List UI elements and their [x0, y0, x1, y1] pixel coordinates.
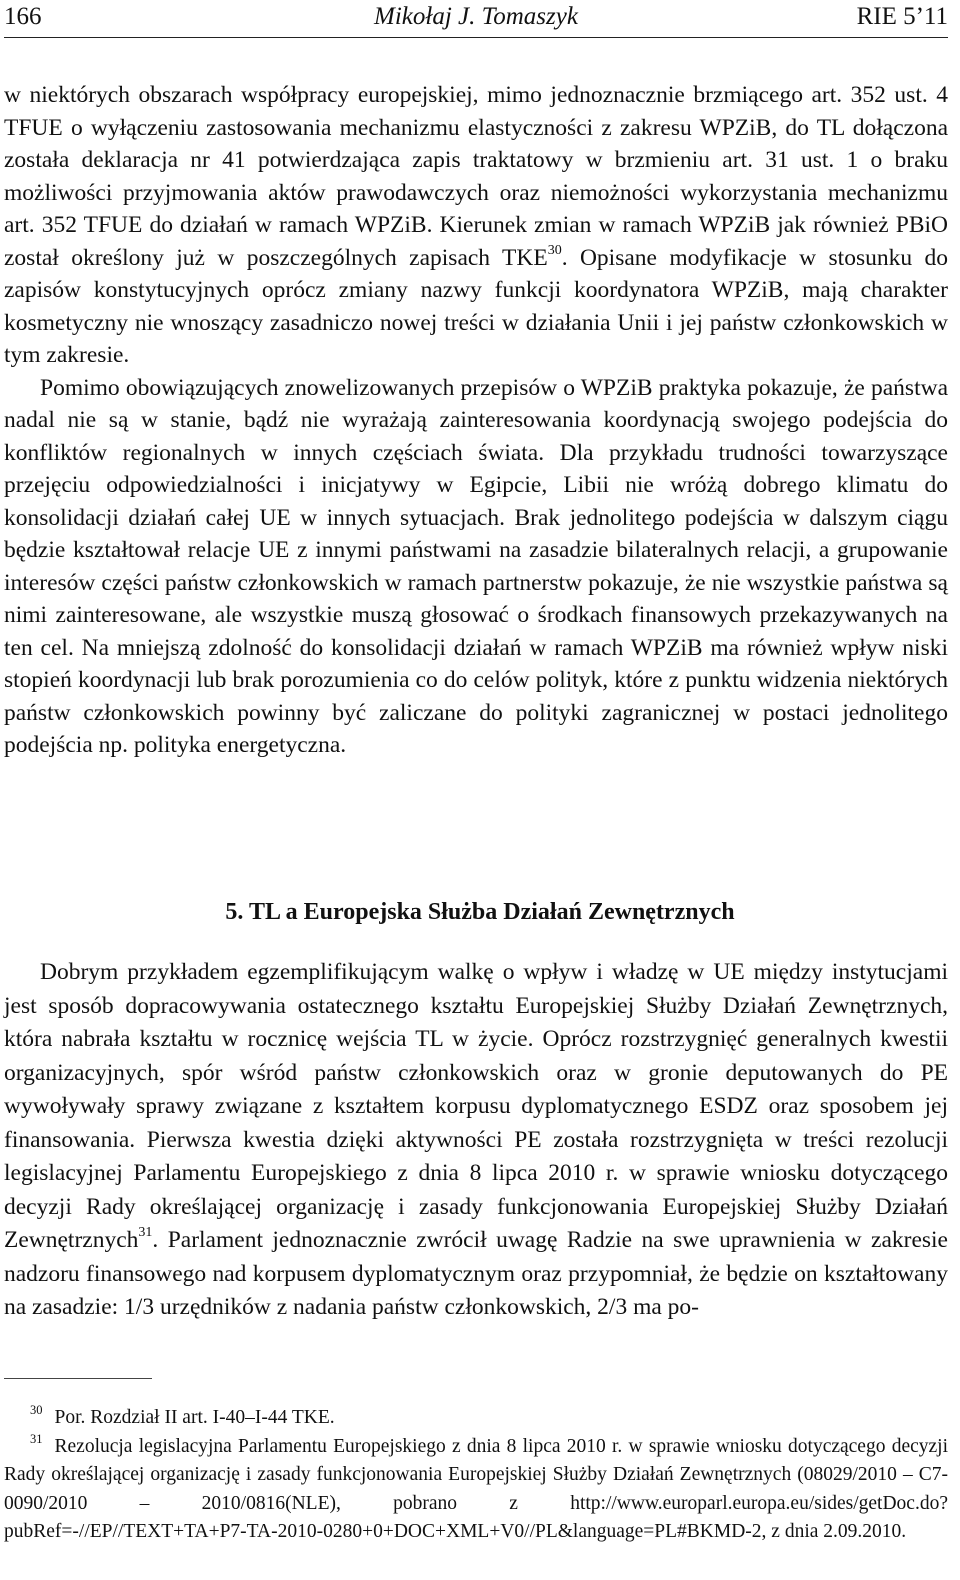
footnote-number: 31 — [30, 1431, 43, 1446]
paragraph-1-text-b: . Opisane modyfikacje w stosunku do zapisów konstytucyjnych oprócz zmiany nazwy funkcji koordynatora WPZiB, mają charakter kosmetyczny nie wnoszący zasadniczo nowej treści w działania Unii i jej państw członkowskich w tym zakresie. — [4, 244, 948, 368]
section-paragraph-1-text-a: Dobrym przykładem egzemplifikującym walkę o wpływ i władzę w UE między instytucjami jest sposób dopracowywania ostatecznego kształtu Europejskiej Służby Działań Zewnętrznych, która nabrała kształtu w rocznicę wejścia TL w życie. Oprócz rozstrzygnięć generalnych kwestii organizacyjnych, spór wśród państw członkowskich oraz w gronie deputowanych do PE wywoływały sprawy związane z kształtem korpusu dyplomatycznego ESDZ oraz sposobem jej finansowania. Pierwsza kwestia dzięki aktywności PE została rozstrzygnięta w treści rezolucji legislacyjnej Parlamentu Europejskiego z dnia 8 lipca 2010 r. w sprawie wniosku dotyczącego decyzji Rady określającej organizację i zasady funkcjonowania Europejskiej Służby Działań Zewnętrznych — [4, 959, 948, 1253]
footnote-separator — [4, 1378, 152, 1379]
section-paragraph-1-text-b: . Parlament jednoznacznie zwrócił uwagę Radzie na swe uprawnienia w zakresie nadzoru finansowego nad korpusem dyplomatycznym oraz przypomniał, że będzie on kształtowany na zasadzie: 1/3 urzędników z nadania państw członkowskich, 2/3 ma po- — [4, 1227, 948, 1320]
paragraph-1-text-a: w niektórych obszarach współpracy europejskiej, mimo jednoznacznie brzmiącego art. 352 ust. 4 TFUE o wyłączeniu zastosowania mechanizmu elastyczności z zakresu WPZiB, do TL dołączona została deklaracja nr 41 potwierdzająca zapis traktatowy w brzmieniu art. 31 ust. 1 o braku możliwości przyjmowania aktów prawodawczych oraz niemożności wykorzystania mechanizmu art. 352 TFUE do działań w ramach WPZiB. Kierunek zmian w ramach WPZiB jak również PBiO został określony już w poszczególnych zapisach TKE — [4, 82, 948, 271]
footnote-ref-31[interactable]: 31 — [138, 1225, 153, 1240]
footnotes — [4, 1404, 948, 1547]
paragraph-1 — [4, 79, 948, 372]
section-heading: 5. TL a Europejska Służba Działań Zewnętrznych — [225, 899, 735, 925]
header-rule — [4, 37, 948, 38]
header-author: Mikołaj J. Tomaszyk — [374, 3, 578, 30]
section-paragraph-1 — [4, 956, 948, 1325]
footnote-number: 30 — [30, 1403, 43, 1417]
footnote-ref-30[interactable]: 30 — [547, 242, 562, 258]
paragraph-2: Pomimo obowiązujących znowelizowanych przepisów o WPZiB praktyka pokazuje, że państwa nadal nie są w stanie, bądź nie wyrażają zainteresowania koordynacją swojego podejścia do konfliktów regionalnych w innych częściach świata. Dla przykładu trudności towarzyszące przejęciu odpowiedzialności i inicjatywy w Egipcie, Libii nie wróżą dobrego klimatu do konsolidacji działań całej UE w innych sytuacjach. Brak jednolitego podejścia w dalszym ciągu będzie kształtował relacje UE z innymi państwami na zasadzie bilateralnych relacji, a grupowanie interesów części państw członkowskich w ramach partnerstw pokazuje, że nie wszystkie państwa są nimi zainteresowane, ale wszystkie muszą głosować o środkach finansowych przekazywanych na ten cel. Na mniejszą zdolność do konsolidacji działań w ramach WPZiB ma również wpływ niski stopień koordynacji lub brak porozumienia co do celów polityk, które z punktu widzenia niektórych państw członkowskich powinny być zaliczane do polityki zagranicznej w postaci jednolitego podejścia np. polityka energetyczna. — [4, 374, 948, 758]
page-number: 166 — [4, 3, 42, 30]
footnote-text: Por. Rozdział II art. I-40–I-44 TKE. — [54, 1407, 335, 1428]
footnote-31 — [4, 1433, 948, 1547]
running-header — [4, 2, 948, 32]
main-text — [4, 79, 948, 762]
footnote-text: Rezolucja legislacyjna Parlamentu Europejskiego z dnia 8 lipca 2010 r. w sprawie wniosku dotyczącego decyzji Rady określającej organizację i zasady funkcjonowania Europejskiej Służby Działań Zewnętrznych (08029/2010 – C7-0090/2010 – 2010/0816(NLE), pobrano z http://www.europarl.europa.eu/sides/getDoc.do?pubRef=-//EP//TEXT+TA+P7-TA-2010-0280+0+DOC+XML+V0//PL&language=PL#BKMD-2, z dnia 2.09.2010. — [4, 1435, 948, 1542]
section-text — [4, 956, 948, 1325]
footnote-30 — [4, 1404, 948, 1433]
header-journal: RIE 5’11 — [856, 3, 948, 30]
